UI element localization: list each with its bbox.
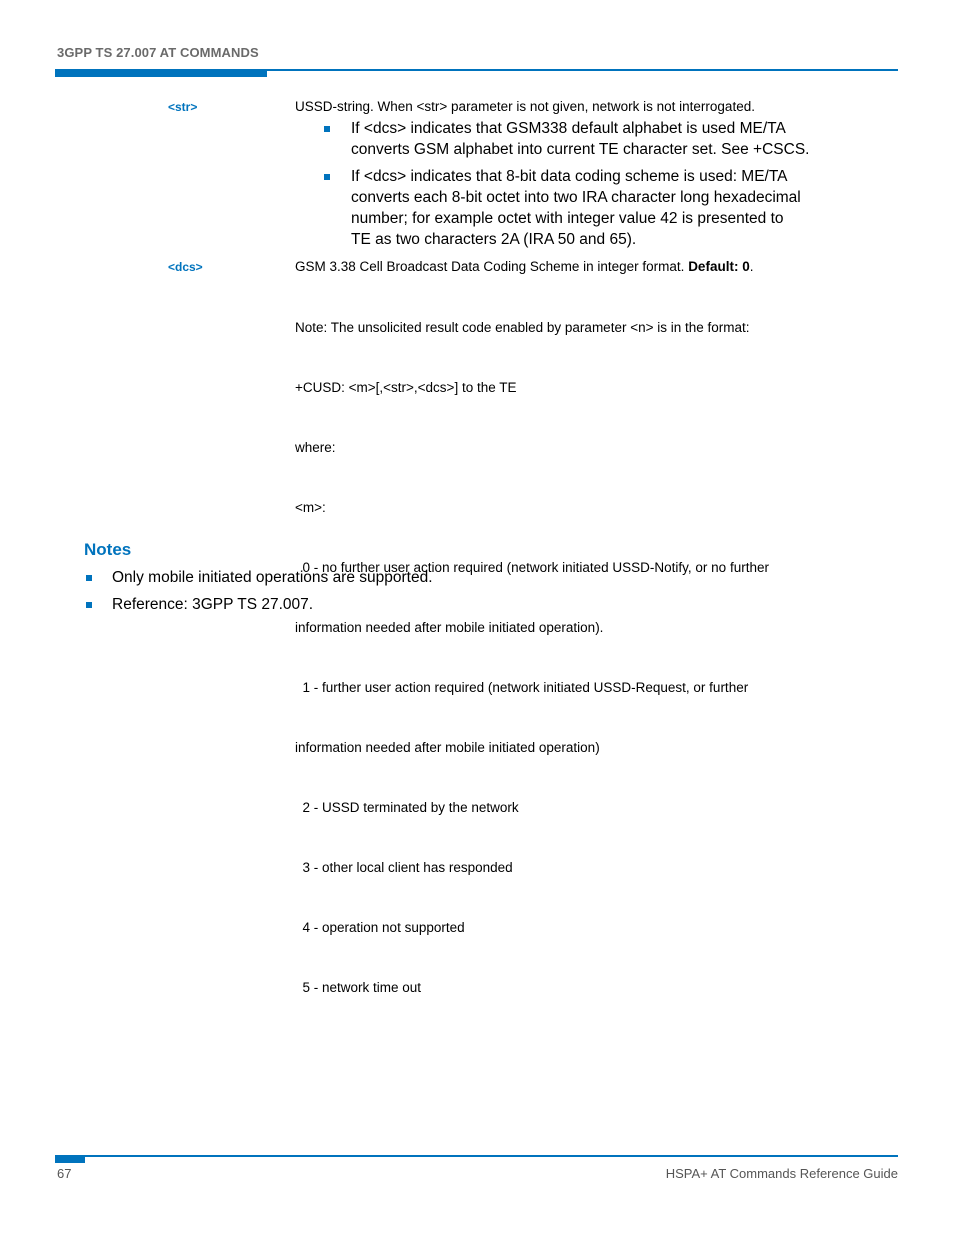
notes-heading: Notes: [84, 540, 132, 559]
bullet-icon: [324, 174, 330, 180]
page-number: 67: [57, 1166, 72, 1181]
page-header-title: 3GPP TS 27.007 AT COMMANDS: [57, 45, 259, 60]
footer-rule-block: [55, 1155, 85, 1163]
header-rule-block: [55, 69, 267, 77]
footer-title: HSPA+ AT Commands Reference Guide: [665, 1166, 898, 1181]
param-str-bullet-1: If <dcs> indicates that GSM338 default alphabet is used ME/TA converts GSM alphabet into current TE character set. See +CSCS.: [351, 120, 810, 158]
param-str-description: USSD-string. When <str> parameter is not given, network is not interrogated.: [295, 99, 755, 114]
footer-rule: [55, 1155, 898, 1157]
param-dcs-name: <dcs>: [168, 260, 203, 274]
bullet-icon: [86, 602, 92, 608]
default-value: Default: 0: [688, 259, 750, 274]
param-str-bullet-2: If <dcs> indicates that 8-bit data coding scheme is used: ME/TA converts each 8-bit octet into two IRA character long hexadecimal number; for example octet with integer value 42 is presented to TE as two characters 2A (IRA 50 and 65).: [351, 168, 801, 248]
notes-item-1: Only mobile initiated operations are supported.: [112, 569, 433, 586]
param-dcs-description: GSM 3.38 Cell Broadcast Data Coding Scheme in integer format. Default: 0.: [295, 259, 754, 274]
param-dcs-details: Note: The unsolicited result code enabled by parameter <n> is in the format: +CUSD: <m>[,<str>,<dcs>] to the TE where: <m>: 0 - no further user action required (network initiated USSD-Notify, or no further information needed after mobile initiated operation). 1 - further user action required (network initiated USSD-Request, or further information needed after mobile initiated operation) 2 - USSD terminated by the network 3 - other local client has responded 4 - operation not supported 5 - network time out: [295, 320, 769, 995]
notes-item-2: Reference: 3GPP TS 27.007.: [112, 596, 314, 613]
param-str-name: <str>: [168, 100, 198, 114]
bullet-icon: [324, 126, 330, 132]
bullet-icon: [86, 575, 92, 581]
